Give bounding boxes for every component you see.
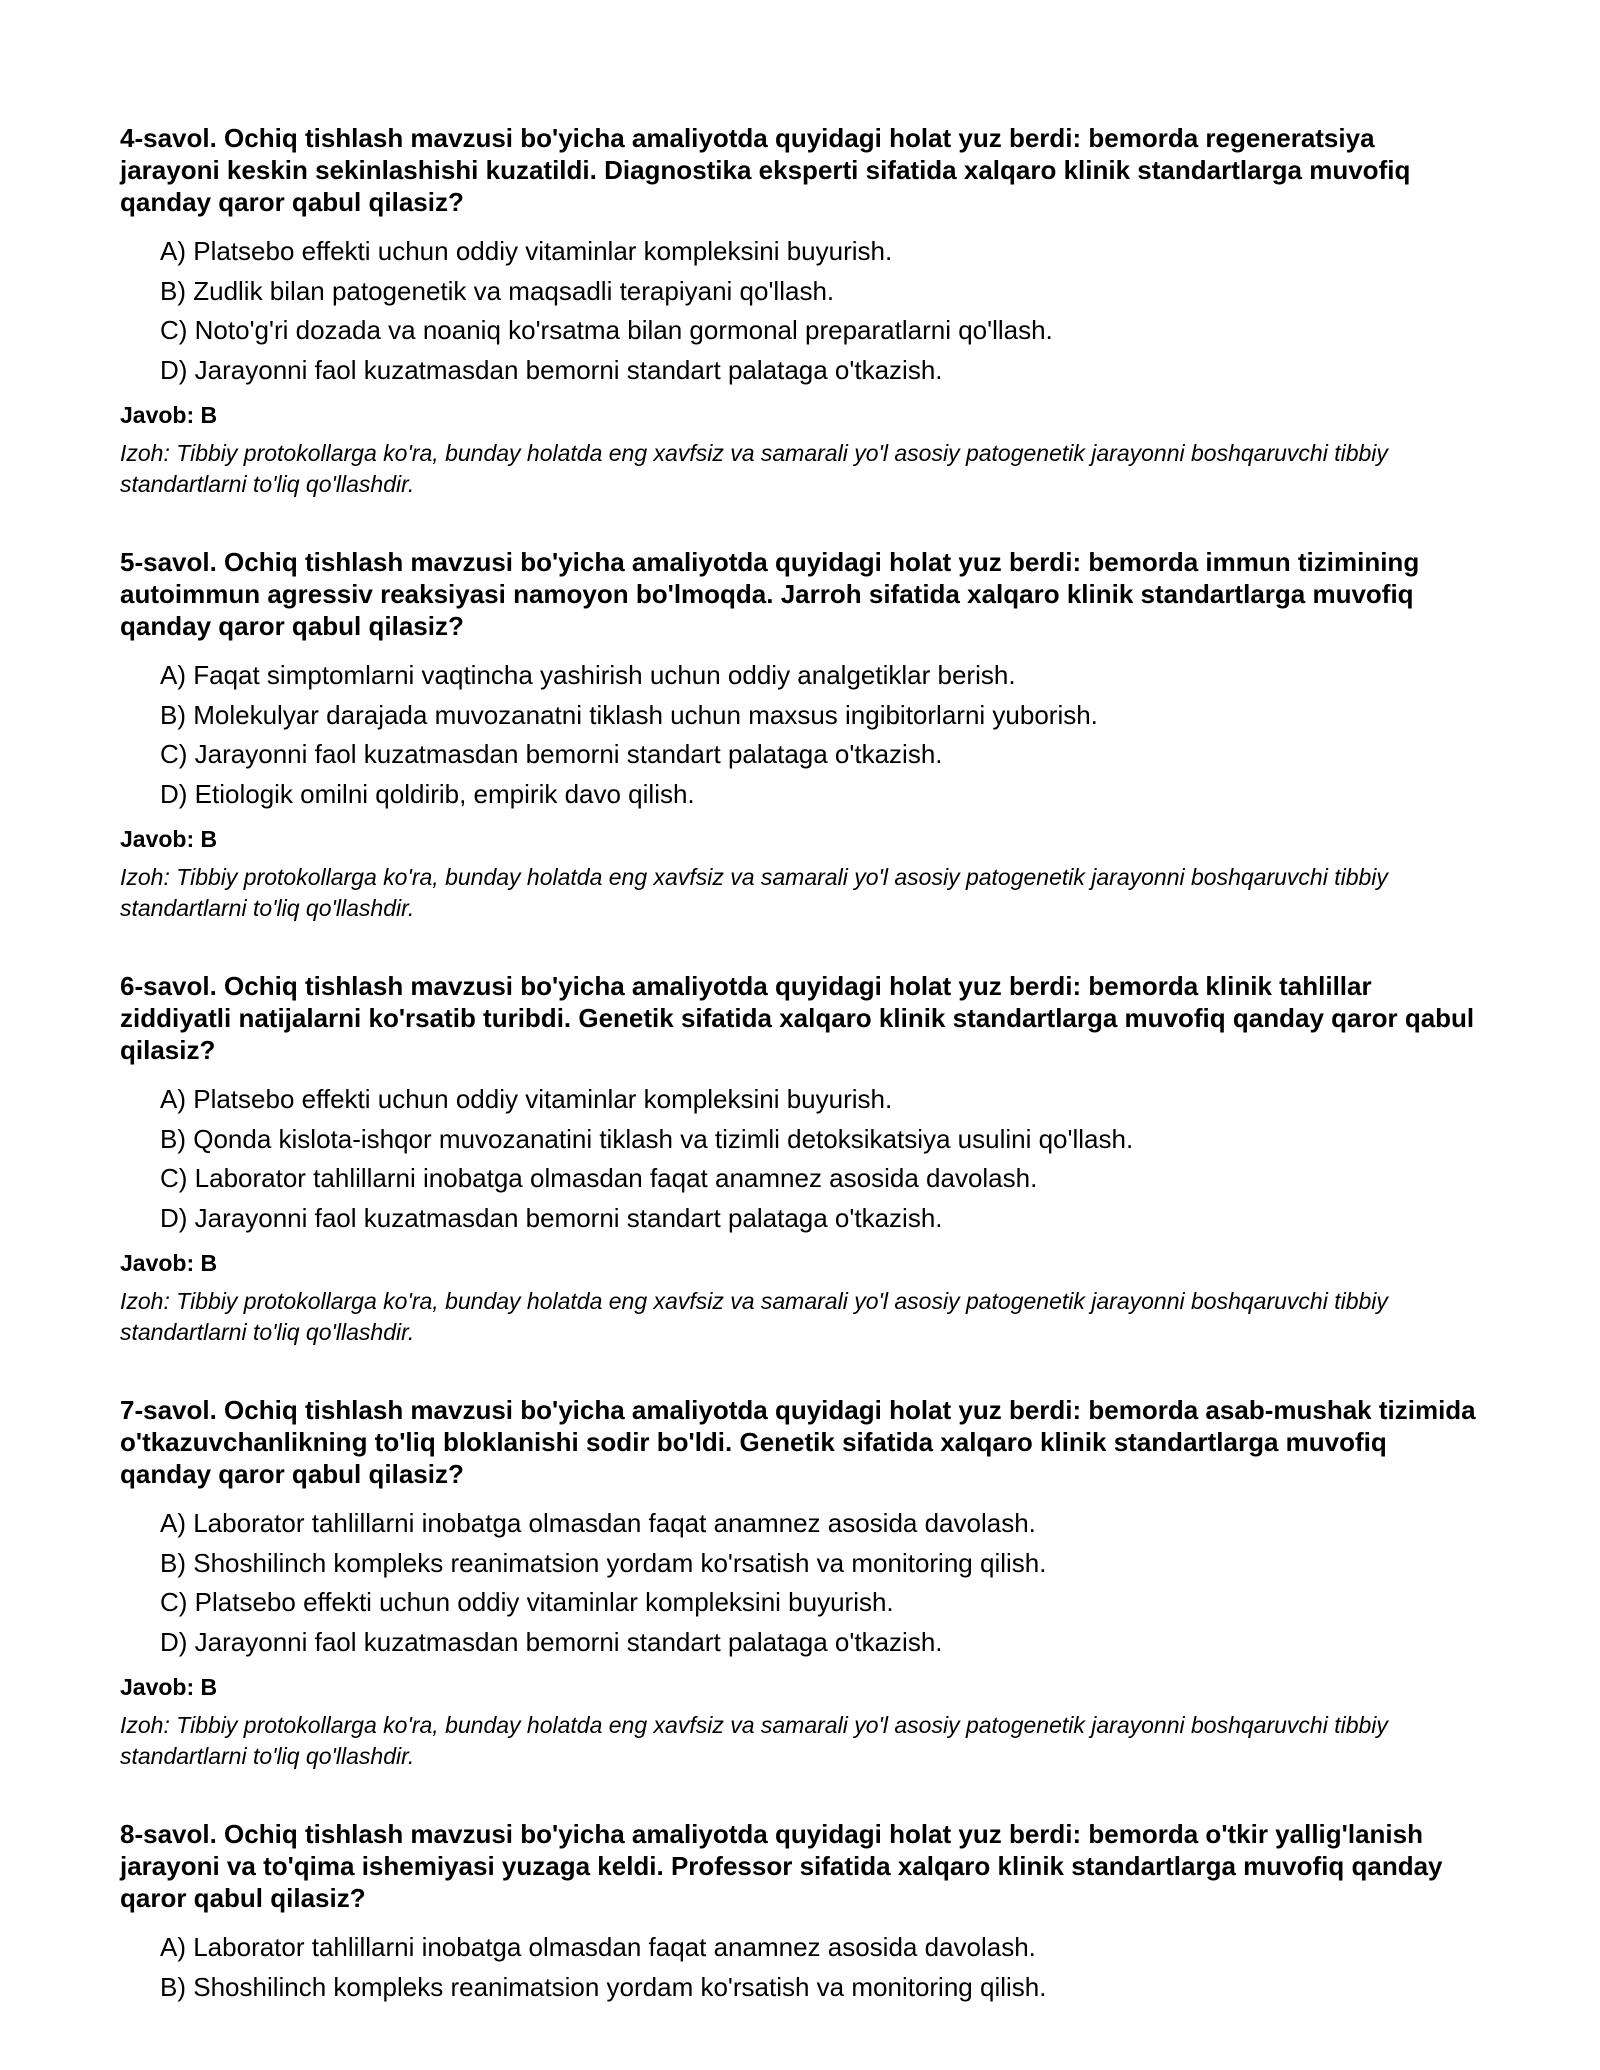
option-d: D) Jarayonni faol kuzatmasdan bemorni standart palataga o'tkazish. [160,1626,943,1657]
option-d: D) Etiologik omilni qoldirib, empirik davo qilish. [160,778,695,809]
option-a: A) Faqat simptomlarni vaqtincha yashirish uchun oddiy analgetiklar berish. [160,660,1016,690]
question-title: 6-savol. Ochiq tishlash mavzusi bo'yicha amaliyotda quyidagi holat yuz berdi: bemorda klinik tahlillar ziddiyatli natijalarni ko'rsatib turibdi. Genetik sifatida xalqaro klinik standartlarga muvofiq qanday qaror qabul qilasiz? [120,971,1475,1065]
options-list [120,656,1480,814]
option-a: A) Platsebo effekti uchun oddiy vitaminlar kompleksini buyurish. [160,236,893,266]
options-list [120,1080,1480,1238]
options-list [120,1504,1480,1662]
option-c: C) Platsebo effekti uchun oddiy vitaminlar kompleksini buyurish. [160,1587,894,1617]
explanation-note: Izoh: Tibbiy protokollarga ko'ra, bunday holatda eng xavfsiz va samarali yo'l asosiy patogenetik jarayonni boshqaruvchi tibbiy standartlarni to'liq qo'llashdir. [120,1288,1388,1345]
option-a: A) Platsebo effekti uchun oddiy vitaminlar kompleksini buyurish. [160,1084,893,1114]
explanation-note: Izoh: Tibbiy protokollarga ko'ra, bunday holatda eng xavfsiz va samarali yo'l asosiy patogenetik jarayonni boshqaruvchi tibbiy standartlarni to'liq qo'llashdir. [120,864,1388,921]
options-list [120,232,1480,390]
options-list [120,1928,1480,2007]
answer-label: Javob: B [120,1674,218,1700]
option-c: C) Laborator tahlillarni inobatga olmasdan faqat anamnez asosida davolash. [160,1163,1038,1193]
option-d: D) Jarayonni faol kuzatmasdan bemorni standart palataga o'tkazish. [160,354,943,385]
question-title: 5-savol. Ochiq tishlash mavzusi bo'yicha amaliyotda quyidagi holat yuz berdi: bemorda immun tizimining autoimmun agressiv reaksiyasi namoyon bo'lmoqda. Jarroh sifatida xalqaro klinik standartlarga muvofiq qanday qaror qabul qilasiz? [120,547,1420,641]
option-a: A) Laborator tahlillarni inobatga olmasdan faqat anamnez asosida davolash. [160,1932,1036,1962]
option-b: B) Zudlik bilan patogenetik va maqsadli terapiyani qo'llash. [160,275,835,306]
question-4 [120,122,1480,500]
question-7 [120,1394,1480,1772]
option-c: C) Noto'g'ri dozada va noaniq ko'rsatma bilan gormonal preparatlarni qo'llash. [160,315,1053,345]
option-d: D) Jarayonni faol kuzatmasdan bemorni standart palataga o'tkazish. [160,1202,943,1233]
option-c: C) Jarayonni faol kuzatmasdan bemorni standart palataga o'tkazish. [160,739,943,769]
option-a: A) Laborator tahlillarni inobatga olmasdan faqat anamnez asosida davolash. [160,1508,1036,1538]
answer-label: Javob: B [120,1250,218,1276]
option-b: B) Shoshilinch kompleks reanimatsion yordam ko'rsatish va monitoring qilish. [160,1547,1047,1578]
question-5 [120,546,1480,924]
option-b: B) Shoshilinch kompleks reanimatsion yordam ko'rsatish va monitoring qilish. [160,1971,1047,2002]
document-page [120,122,1480,2053]
question-title: 4-savol. Ochiq tishlash mavzusi bo'yicha amaliyotda quyidagi holat yuz berdi: bemorda regeneratsiya jarayoni keskin sekinlashishi kuzatildi. Diagnostika eksperti sifatida xalqaro klinik standartlarga muvofiq qanday qaror qabul qilasiz? [120,123,1411,217]
explanation-note: Izoh: Tibbiy protokollarga ko'ra, bunday holatda eng xavfsiz va samarali yo'l asosiy patogenetik jarayonni boshqaruvchi tibbiy standartlarni to'liq qo'llashdir. [120,1712,1388,1769]
answer-label: Javob: B [120,402,218,428]
question-8 [120,1818,1480,2007]
option-b: B) Qonda kislota-ishqor muvozanatini tiklash va tizimli detoksikatsiya usulini qo'llash. [160,1123,1134,1154]
option-b: B) Molekulyar darajada muvozanatni tiklash uchun maxsus ingibitorlarni yuborish. [160,699,1098,730]
question-title: 7-savol. Ochiq tishlash mavzusi bo'yicha amaliyotda quyidagi holat yuz berdi: bemorda asab-mushak tizimida o'tkazuvchanlikning to'liq bloklanishi sodir bo'ldi. Genetik sifatida xalqaro klinik standartlarga muvofiq qanday qaror qabul qilasiz? [120,1395,1476,1489]
explanation-note: Izoh: Tibbiy protokollarga ko'ra, bunday holatda eng xavfsiz va samarali yo'l asosiy patogenetik jarayonni boshqaruvchi tibbiy standartlarni to'liq qo'llashdir. [120,440,1388,497]
answer-label: Javob: B [120,826,218,852]
question-6 [120,970,1480,1348]
question-title: 8-savol. Ochiq tishlash mavzusi bo'yicha amaliyotda quyidagi holat yuz berdi: bemorda o'tkir yallig'lanish jarayoni va to'qima ishemiyasi yuzaga keldi. Professor sifatida xalqaro klinik standartlarga muvofiq qanday qaror qabul qilasiz? [120,1819,1443,1913]
